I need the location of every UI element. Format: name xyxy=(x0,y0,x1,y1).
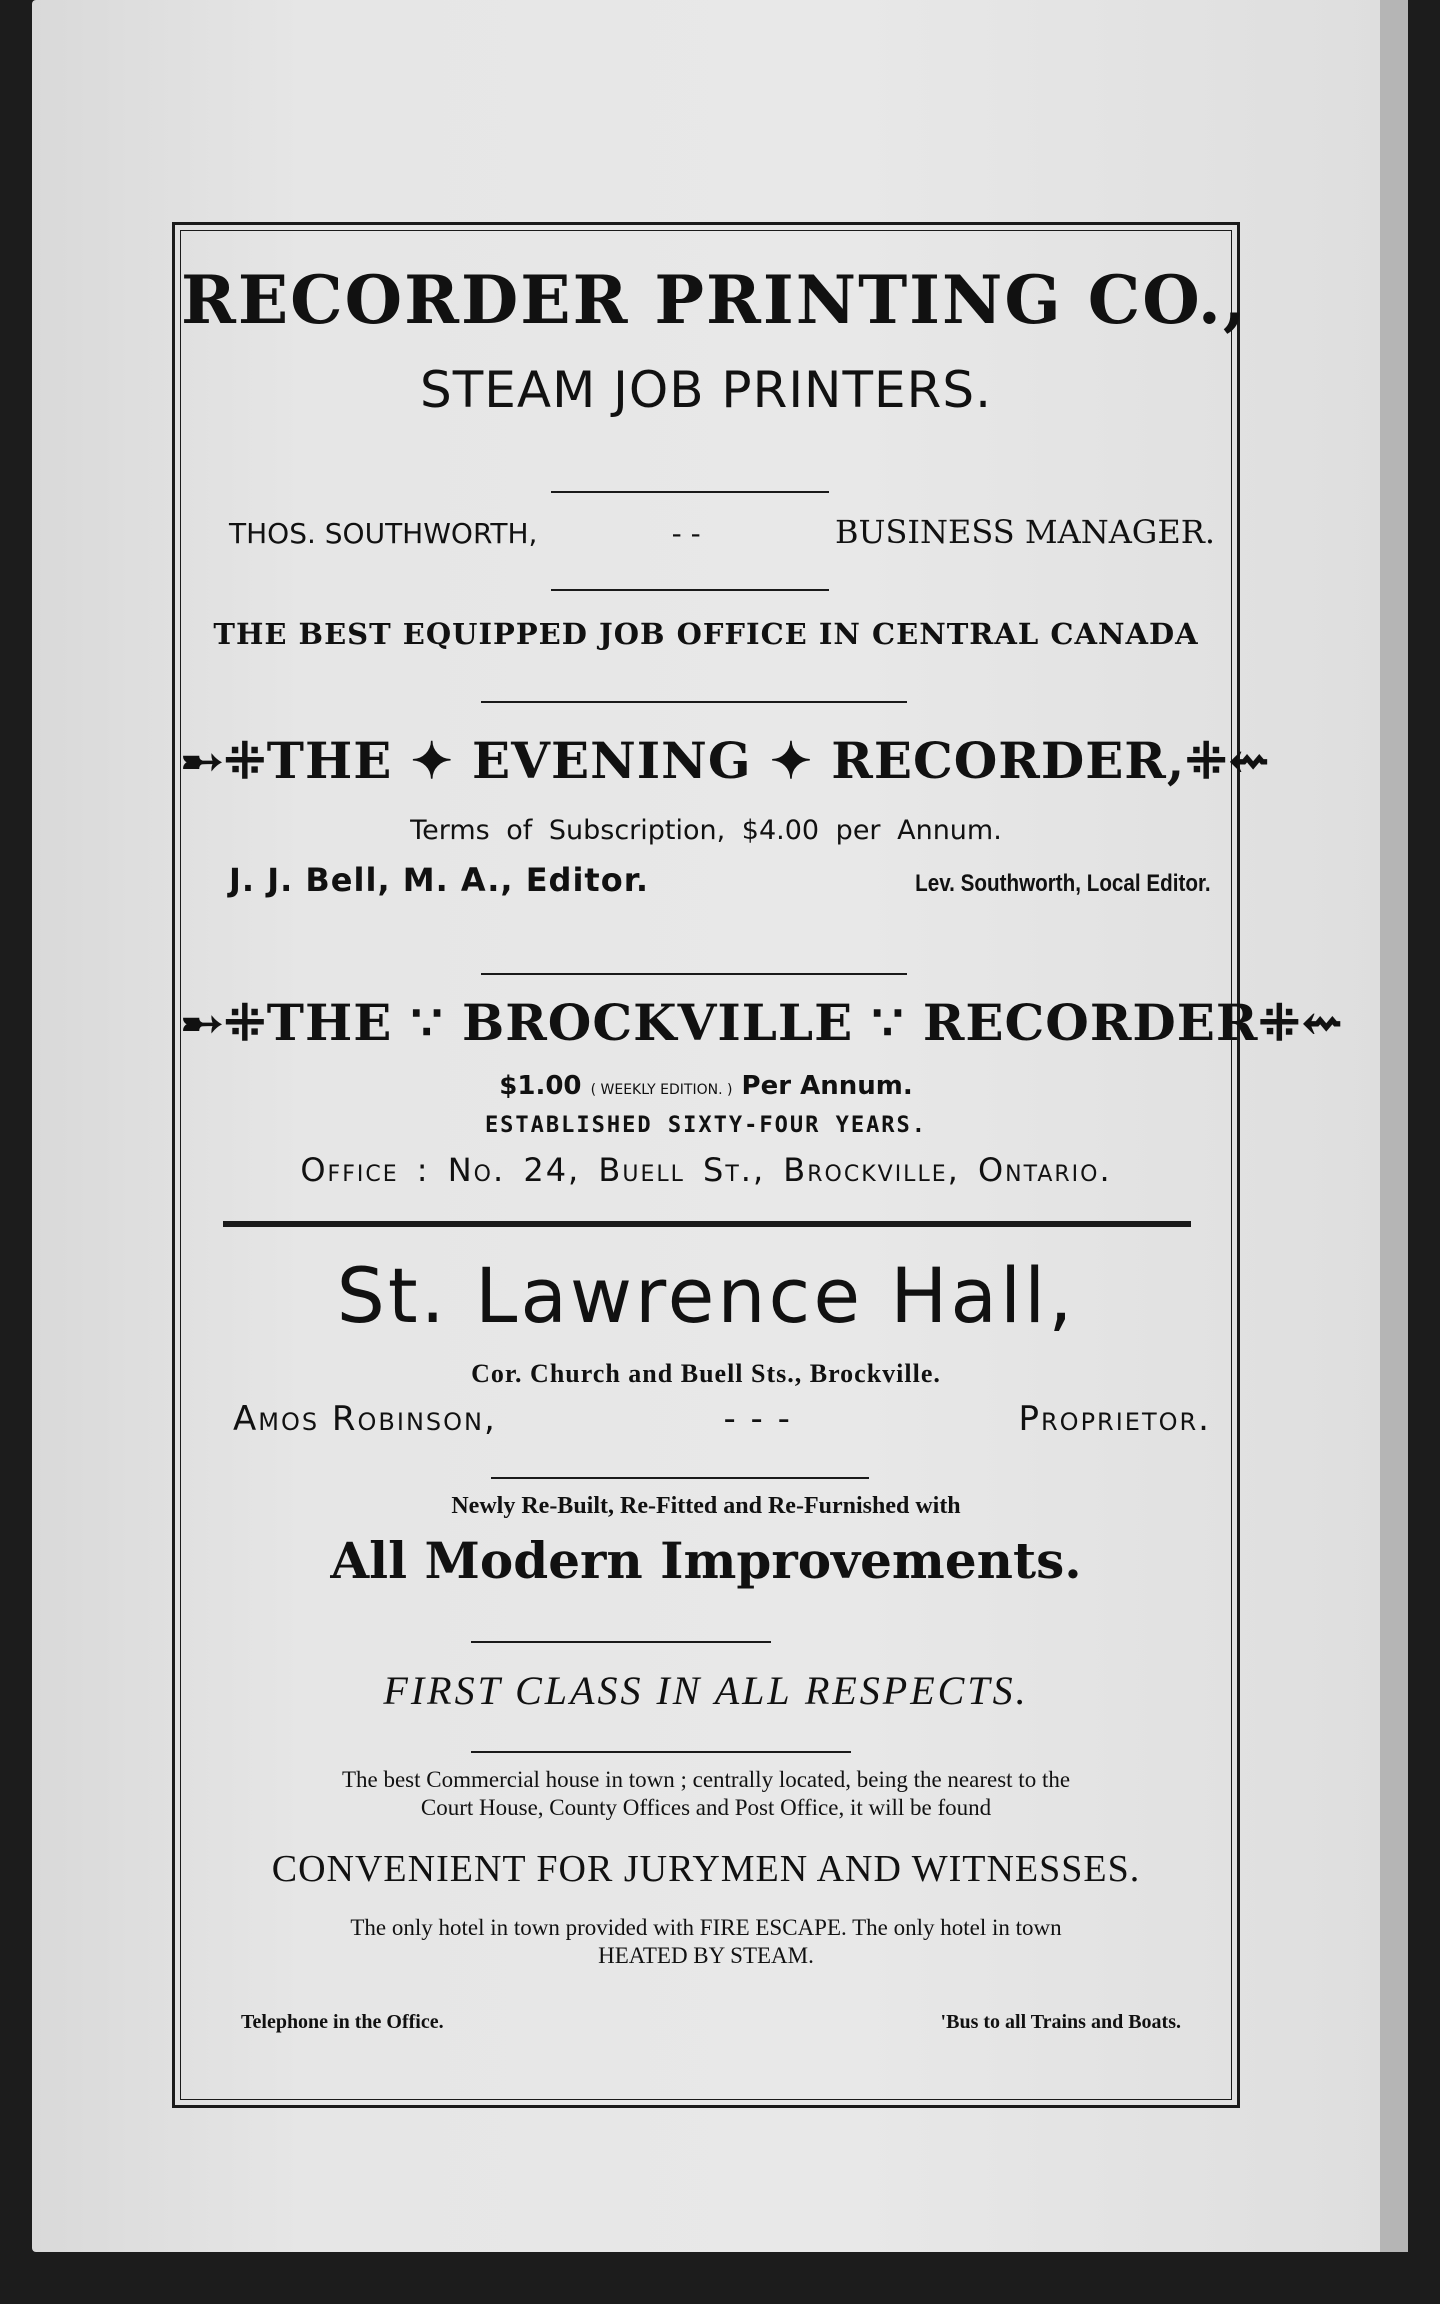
divider-rule xyxy=(491,1477,869,1479)
local-editor-name: Lev. Southworth, Local Editor. xyxy=(915,870,1211,897)
printing-tagline: THE BEST EQUIPPED JOB OFFICE IN CENTRAL CANADA xyxy=(213,617,1199,651)
established-line: ESTABLISHED SIXTY-FOUR YEARS. xyxy=(484,1113,928,1138)
advertisement-frame xyxy=(172,222,1345,2108)
editor-name: J. J. Bell, M. A., Editor. xyxy=(229,861,650,899)
brockville-recorder-title: ➸⁜THE ∵ BROCKVILLE ∵ RECORDER⁜⇜ xyxy=(181,993,1345,1052)
divider-rule xyxy=(551,589,829,591)
advertisement-inner-border xyxy=(180,230,1345,2100)
proprietor-line xyxy=(181,1399,1231,1439)
manager-line xyxy=(181,513,1231,551)
rebuilt-line: Newly Re-Built, Re-Fitted and Re-Furnished with xyxy=(451,1493,961,1519)
edition: ( WEEKLY EDITION. ) xyxy=(590,1082,733,1098)
printing-company-subtitle: STEAM JOB PRINTERS. xyxy=(420,361,992,419)
divider-rule xyxy=(551,491,829,493)
office-address: Office : No. 24, Buell St., Brockville, Ontario. xyxy=(300,1151,1112,1189)
brockville-price-line xyxy=(181,1071,1231,1101)
divider-rule xyxy=(471,1751,851,1753)
first-class-line: FIRST CLASS IN ALL RESPECTS. xyxy=(383,1668,1029,1713)
hall-name: St. Lawrence Hall, xyxy=(336,1251,1076,1340)
proprietor-role: Proprietor. xyxy=(1018,1399,1211,1439)
hotel-line-2: HEATED BY STEAM. xyxy=(598,1943,814,1968)
convenient-line: CONVENIENT FOR JURYMEN AND WITNESSES. xyxy=(271,1848,1141,1890)
proprietor-name: Amos Robinson, xyxy=(233,1399,497,1439)
manager-role: BUSINESS MANAGER. xyxy=(834,513,1215,551)
bus-note: 'Bus to all Trains and Boats. xyxy=(940,2011,1181,2033)
section-divider-heavy xyxy=(223,1221,1191,1227)
modern-improvements: All Modern Improvements. xyxy=(330,1531,1082,1590)
editor-line xyxy=(181,861,1231,899)
proprietor-dashes: - - - xyxy=(723,1399,792,1439)
telephone-note: Telephone in the Office. xyxy=(241,2011,444,2033)
manager-dashes: - - xyxy=(671,517,701,550)
footer-line xyxy=(181,2011,1231,2034)
divider-rule xyxy=(481,701,907,703)
page-edge xyxy=(1380,0,1408,2252)
hotel-line-1: The only hotel in town provided with FIRE ESCAPE. The only hotel in town xyxy=(350,1915,1062,1940)
subscription-terms: Terms of Subscription, $4.00 per Annum. xyxy=(410,815,1002,846)
divider-rule xyxy=(471,1641,771,1643)
evening-recorder-title: ➸⁜THE ✦ EVENING ✦ RECORDER,⁜⇜ xyxy=(181,731,1272,790)
commercial-line-2: Court House, County Offices and Post Office, it will be found xyxy=(420,1795,992,1820)
per-annum: Per Annum. xyxy=(741,1071,913,1101)
manager-name: THOS. SOUTHWORTH, xyxy=(229,517,538,550)
divider-rule xyxy=(481,973,907,975)
price: $1.00 xyxy=(499,1071,582,1101)
commercial-line-1: The best Commercial house in town ; centrally located, being the nearest to the xyxy=(341,1767,1071,1792)
printing-company-title: RECORDER PRINTING CO., xyxy=(181,261,1248,339)
hall-address: Cor. Church and Buell Sts., Brockville. xyxy=(471,1359,941,1388)
